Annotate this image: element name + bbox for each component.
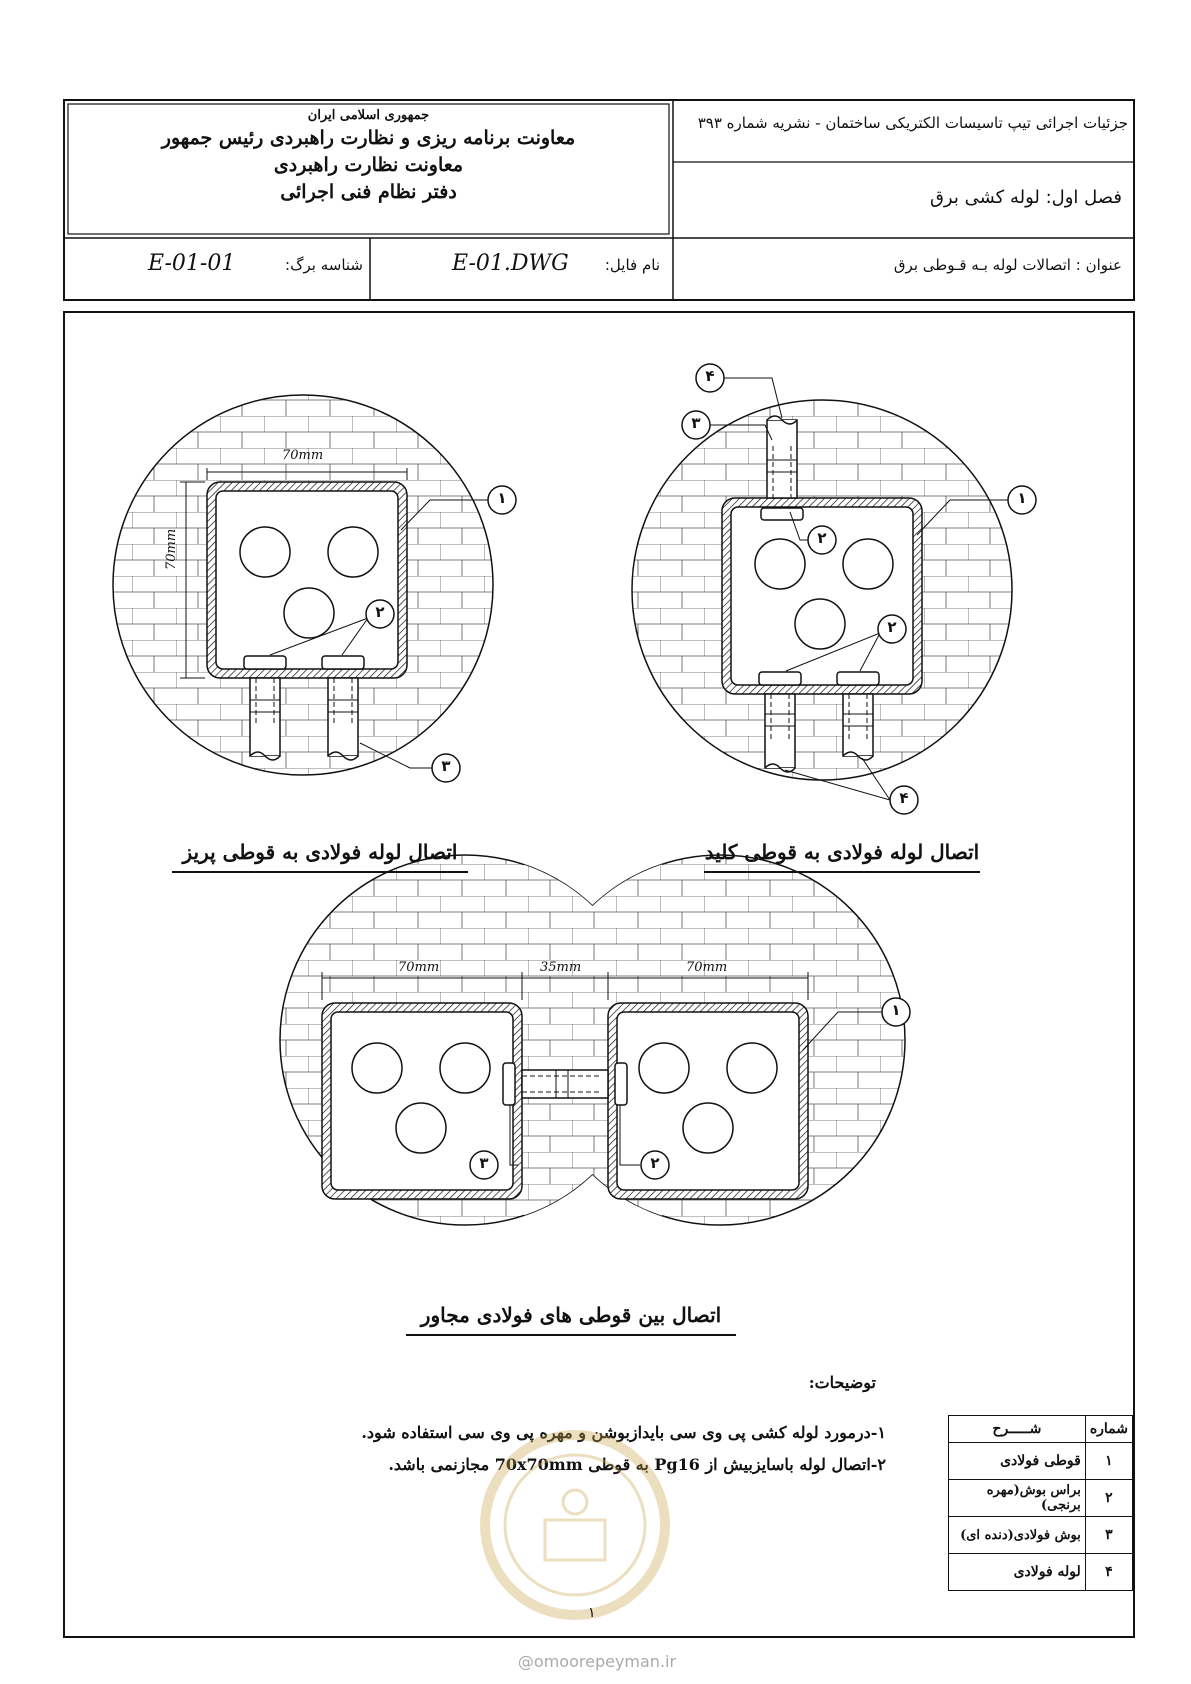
callout-2-switch-top: ۲ (817, 529, 827, 547)
at-icon: @ (517, 1652, 534, 1671)
caption-socket: اتصال لوله فولادی به قوطی پریز (182, 840, 458, 864)
legend-header-number: شماره (1085, 1416, 1132, 1443)
dim-gap: 35mm (540, 960, 582, 975)
chapter-title: فصل اول: لوله کشی برق (929, 187, 1122, 208)
file-value: E-01.DWG (452, 251, 569, 276)
sheet-id-label: شناسه برگ: (285, 256, 363, 274)
callout-3-switch: ۳ (691, 414, 701, 432)
legend-row-desc: بوش فولادی(دنده ای) (949, 1517, 1086, 1554)
callout-1-adjacent: ۱ (891, 1001, 901, 1019)
note-line-2: ۲-اتصال لوله باسایزبیش از Pg16 به قوطی 70x70mm مجازنمی باشد. (388, 1455, 886, 1474)
page-number: ۱ (588, 1605, 596, 1621)
callout-2-socket: ۲ (375, 603, 385, 621)
caption-adjacent: اتصال بین قوطی های فولادی مجاور (420, 1303, 722, 1327)
caption-switch: اتصال لوله فولادی به قوطی کلید (704, 840, 980, 864)
legend-row-num: ۴ (1085, 1554, 1132, 1591)
org-line-3: معاونت نظارت راهبردی (273, 154, 464, 176)
legend-header-desc: شـــــرح (949, 1416, 1086, 1443)
notes-heading: توضیحات: (808, 1373, 876, 1392)
callout-1-switch: ۱ (1017, 489, 1027, 507)
watermark-url: @omoorepeyman.ir (517, 1652, 677, 1671)
callout-1-socket: ۱ (497, 489, 507, 507)
org-line-1: جمهوری اسلامی ایران (307, 108, 430, 123)
org-line-4: دفتر نظام فنی اجرائی (280, 181, 457, 203)
publication-title: جزئیات اجرائی تیپ تاسیسات الکتریکی ساختمان - نشریه شماره ۳۹۳ (697, 114, 1128, 132)
callout-4-switch-bottom: ۴ (899, 789, 909, 807)
dim-right-box: 70mm (686, 960, 728, 975)
dim-socket-height: 70mm (164, 528, 179, 570)
file-label: نام فایل: (604, 256, 660, 274)
callout-3-socket: ۳ (441, 757, 451, 775)
legend-row-num: ۱ (1085, 1443, 1132, 1480)
legend-table (948, 1415, 1133, 1591)
note-line-1: ۱-درمورد لوله کشی پی وی سی بایدازبوشن و مهره پی وی سی استفاده شود. (361, 1423, 886, 1442)
legend-row-num: ۲ (1085, 1480, 1132, 1517)
legend-row-desc: قوطی فولادی (949, 1443, 1086, 1480)
dim-left-box: 70mm (398, 960, 440, 975)
callout-2-switch-bottom: ۲ (887, 618, 897, 636)
sheet-id-value: E-01-01 (148, 251, 236, 276)
watermark-seal-icon (480, 1430, 670, 1620)
title-label: عنوان : (1075, 256, 1122, 274)
dim-socket-width: 70mm (282, 448, 324, 463)
callout-4-switch-top: ۴ (705, 367, 715, 385)
callout-3-adjacent: ۳ (479, 1154, 489, 1172)
legend-row-num: ۳ (1085, 1517, 1132, 1554)
legend-row-desc: لوله فولادی (949, 1554, 1086, 1591)
org-line-2: معاونت برنامه ریزی و نظارت راهبردی رئیس جمهور (161, 127, 576, 149)
callout-2-adjacent: ۲ (650, 1154, 660, 1172)
title-value: اتصالات لوله بـه قـوطی برق (893, 256, 1071, 274)
legend-row-desc: براس بوش(مهره برنجی) (949, 1480, 1086, 1517)
